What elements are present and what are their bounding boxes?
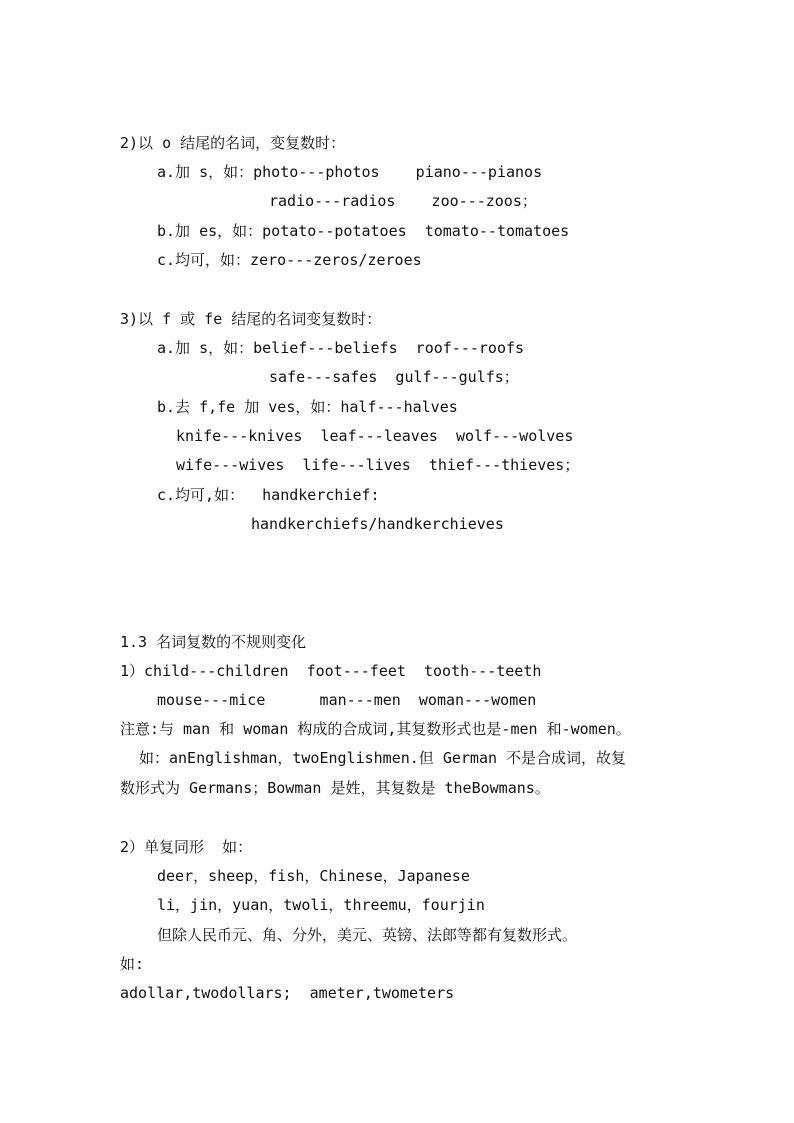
rule-c-both: c.均可,如： handkerchief: [157,486,380,504]
rule-c-both: c.均可，如：zero---zeros/zeroes [157,251,422,269]
irregular-item-1: 1）child---children foot---feet tooth---teeth [120,662,542,680]
rule-b-add-es: b.加 es，如：potato--potatoes tomato--tomatoes [157,222,570,240]
irregular-item-2-note: 如: [120,955,145,973]
section-heading-f-ending: 3)以 f 或 fe 结尾的名词变复数时： [120,310,382,328]
rule-a-examples: radio---radios zoo---zoos； [269,192,537,210]
rule-a-examples: safe---safes gulf---gulfs； [269,368,519,386]
irregular-item-2-note: 但除人民币元、角、分外，美元、英镑、法郎等都有复数形式。 [157,926,578,944]
irregular-item-2-examples: deer，sheep，fish，Chinese，Japanese [157,867,470,885]
note-line: 数形式为 Germans；Bowman 是姓，其复数是 theBowmans。 [120,779,550,797]
irregular-item-2-examples: adollar,twodollars; ameter,twometers [120,984,455,1002]
irregular-item-2-examples: li，jin，yuan，twoli，threemu，fourjin [157,896,485,914]
rule-b-examples: knife---knives leaf---leaves wolf---wolves [176,427,574,445]
note-line: 如：anEnglishman，twoEnglishmen.但 German 不是合成词，故复 [139,749,627,767]
section-heading-o-ending: 2)以 o 结尾的名词，变复数时： [120,134,346,152]
irregular-item-2: 2）单复同形 如： [120,838,253,856]
rule-b-examples: wife---wives life---lives thief---thieves； [176,456,580,474]
note-line: 注意:与 man 和 woman 构成的合成词,其复数形式也是-men 和-women。 [120,720,631,738]
section-heading-irregular: 1.3 名词复数的不规则变化 [120,633,307,651]
irregular-item-1-cont: mouse---mice man---men woman---women [157,691,537,709]
rule-b-ves: b.去 f,fe 加 ves，如：half---halves [157,398,458,416]
rule-c-example: handkerchiefs/handkerchieves [251,515,504,533]
rule-a-add-s: a.加 s，如：belief---beliefs roof---roofs [157,339,525,357]
rule-a-add-s: a.加 s，如：photo---photos piano---pianos [157,163,543,181]
